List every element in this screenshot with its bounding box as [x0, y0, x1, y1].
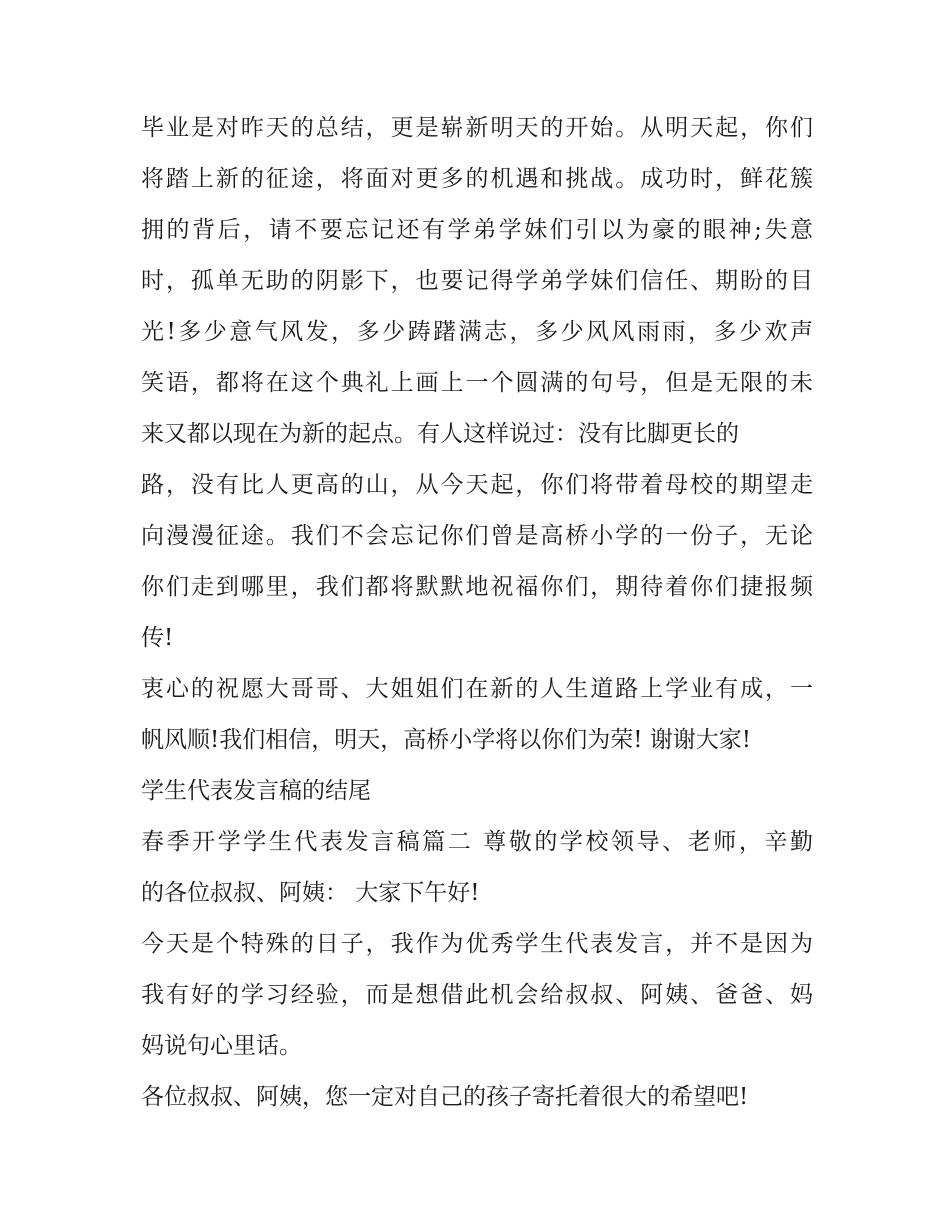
text-line: 学生代表发言稿的结尾	[141, 778, 371, 804]
text-line: 笑语，都将在这个典礼上画上一个圆满的句号，但是无限的未	[141, 370, 813, 396]
text-line: 的各位叔叔、阿姨： 大家下午好!	[141, 880, 480, 906]
text-line: 今天是个特殊的日子，我作为优秀学生代表发言，并不是因为	[141, 931, 813, 957]
text-line: 我有好的学习经验，而是想借此机会给叔叔、阿姨、爸爸、妈	[141, 982, 813, 1008]
text-line: 将踏上新的征途，将面对更多的机遇和挑战。成功时，鲜花簇	[141, 166, 813, 192]
text-line: 春季开学学生代表发言稿篇二 尊敬的学校领导、老师，辛勤	[141, 829, 813, 855]
text-line: 路，没有比人更高的山，从今天起，你们将带着母校的期望走	[141, 472, 813, 498]
text-line: 各位叔叔、阿姨，您一定对自己的孩子寄托着很大的希望吧!	[141, 1084, 749, 1110]
text-line: 来又都以现在为新的起点。有人这样说过：没有比脚更长的	[141, 421, 739, 447]
text-line: 光!多少意气风发，多少踌躇满志，多少风风雨雨，多少欢声	[141, 319, 813, 345]
text-line: 妈说句心里话。	[141, 1033, 302, 1059]
text-line: 时，孤单无助的阴影下，也要记得学弟学妹们信任、期盼的目	[141, 268, 813, 294]
text-line: 你们走到哪里，我们都将默默地祝福你们，期待着你们捷报频	[141, 574, 813, 600]
text-line: 拥的背后，请不要忘记还有学弟学妹们引以为豪的眼神;失意	[141, 217, 813, 243]
text-line: 毕业是对昨天的总结，更是崭新明天的开始。从明天起，你们	[141, 115, 813, 141]
text-line: 帆风顺!我们相信，明天，高桥小学将以你们为荣! 谢谢大家!	[141, 727, 752, 753]
text-line: 向漫漫征途。我们不会忘记你们曾是高桥小学的一份子，无论	[141, 523, 813, 549]
text-line: 衷心的祝愿大哥哥、大姐姐们在新的人生道路上学业有成，一	[141, 676, 813, 702]
body-text	[141, 108, 813, 1111]
text-line: 传!	[141, 625, 174, 651]
